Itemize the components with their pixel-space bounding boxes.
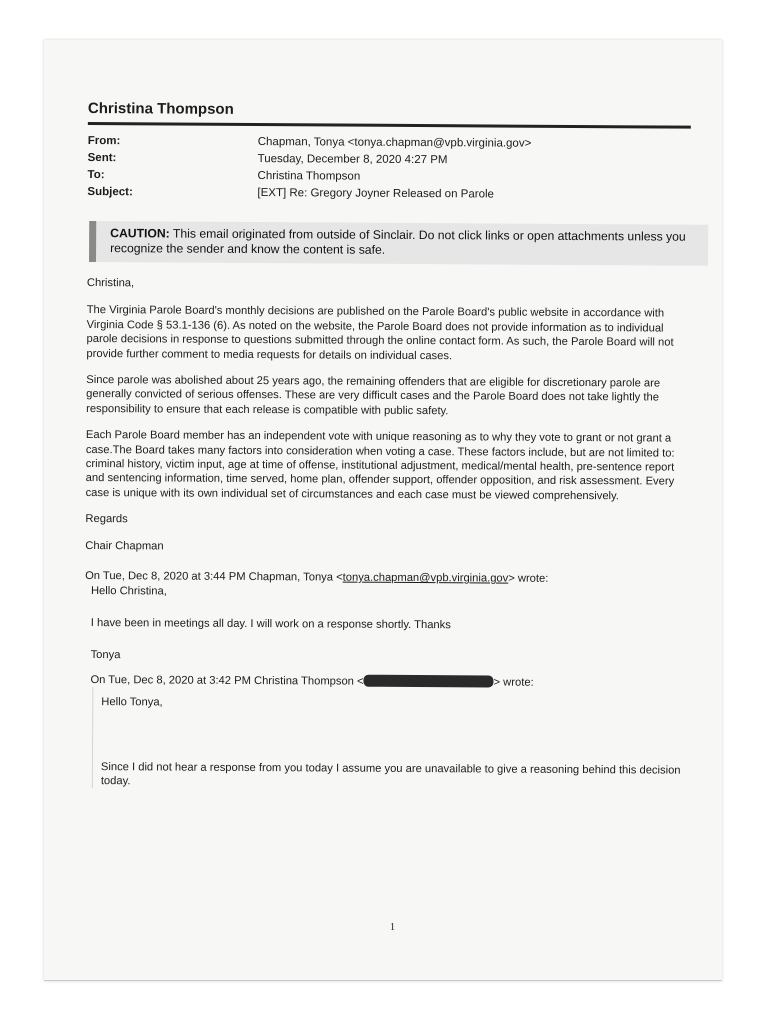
from-value: Chapman, Tonya <tonya.chapman@vpb.virginia.gov>: [257, 136, 532, 150]
email-document: [84, 100, 688, 832]
subject-row: [87, 184, 687, 205]
body-paragraph-3: Each Parole Board member has an independent vote with unique reasoning as to why they vote to grant or not grant a case.The Board takes many factors into consideration when voting a case. These factors include, but are not limited to: criminal history, victim input, age at time of offense, institutional adjustment, medical/mental health, pre-sentence report and sentencing information, time served, home plan, offender support, offender opposition, and risk assessment. Every case is unique with its own individual set of circumstances and each case must be viewed comprehensively.: [85, 429, 675, 503]
body-paragraph-1: The Virginia Parole Board's monthly decisions are published on the Parole Board's public website in accordance with Virginia Code § 53.1-136 (6). As noted on the website, the Parole Board does not provide information as to individual parole decisions in response to questions submitted through the online contact form. As such, the Parole Board will not provide further comment to media requests for details on individual cases.: [86, 304, 674, 362]
to-value: Christina Thompson: [257, 170, 361, 183]
quoted-message-1: [84, 583, 685, 792]
quoted-attribution-2-prefix: On Tue, Dec 8, 2020 at 3:42 PM Christina Thompson <: [90, 673, 364, 688]
sent-label: Sent:: [87, 151, 117, 165]
body-signature: Chair Chapman: [85, 539, 164, 553]
quoted-2-greeting: Hello Tonya,: [101, 696, 163, 709]
title-rule: [88, 122, 691, 129]
to-label: To:: [87, 168, 105, 182]
quoted-1-text: I have been in meetings all day. I will work on a response shortly. Thanks: [90, 616, 451, 632]
body-regards: Regards: [85, 513, 128, 526]
quoted-1-greeting: Hello Christina,: [90, 584, 167, 597]
quoted-1-signature: Tonya: [90, 649, 121, 662]
caution-text: This email originated from outside of Sinclair. Do not click links or open attachments unless you recognize the sender and know the content is safe.: [110, 226, 686, 257]
body-paragraph-2: Since parole was abolished about 25 years ago, the remaining offenders that are eligible for discretionary parole are generally convicted of serious offenses. These are very difficult cases and the Parole Board does not take lightly the responsibility to ensure that each release is compatible with public safety.: [86, 374, 661, 418]
mailbox-owner-title: Christina Thompson: [87, 100, 234, 118]
subject-label: Subject:: [87, 185, 133, 199]
quoted-attribution-2-suffix: > wrote:: [493, 676, 534, 689]
quoted-2-text: Since I did not hear a response from you today I assume you are unavailable to give a reasoning behind this decision today.: [100, 760, 681, 788]
body-greeting: Christina,: [86, 276, 135, 290]
quoted-sender-email-link[interactable]: tonya.chapman@vpb.virginia.gov: [342, 571, 509, 585]
caution-banner: [89, 221, 708, 266]
subject-value: [EXT] Re: Gregory Joyner Released on Parole: [257, 187, 494, 201]
quoted-attribution-1-suffix: > wrote:: [508, 572, 549, 585]
page-number: 1: [390, 922, 395, 933]
redaction-mark: [364, 674, 494, 687]
from-label: From:: [87, 134, 121, 148]
caution-label: CAUTION:: [110, 226, 170, 241]
sent-value: Tuesday, December 8, 2020 4:27 PM: [257, 153, 448, 167]
quoted-attribution-1-prefix: On Tue, Dec 8, 2020 at 3:44 PM Chapman, Tonya <: [85, 570, 343, 584]
quoted-message-2: [92, 687, 685, 792]
